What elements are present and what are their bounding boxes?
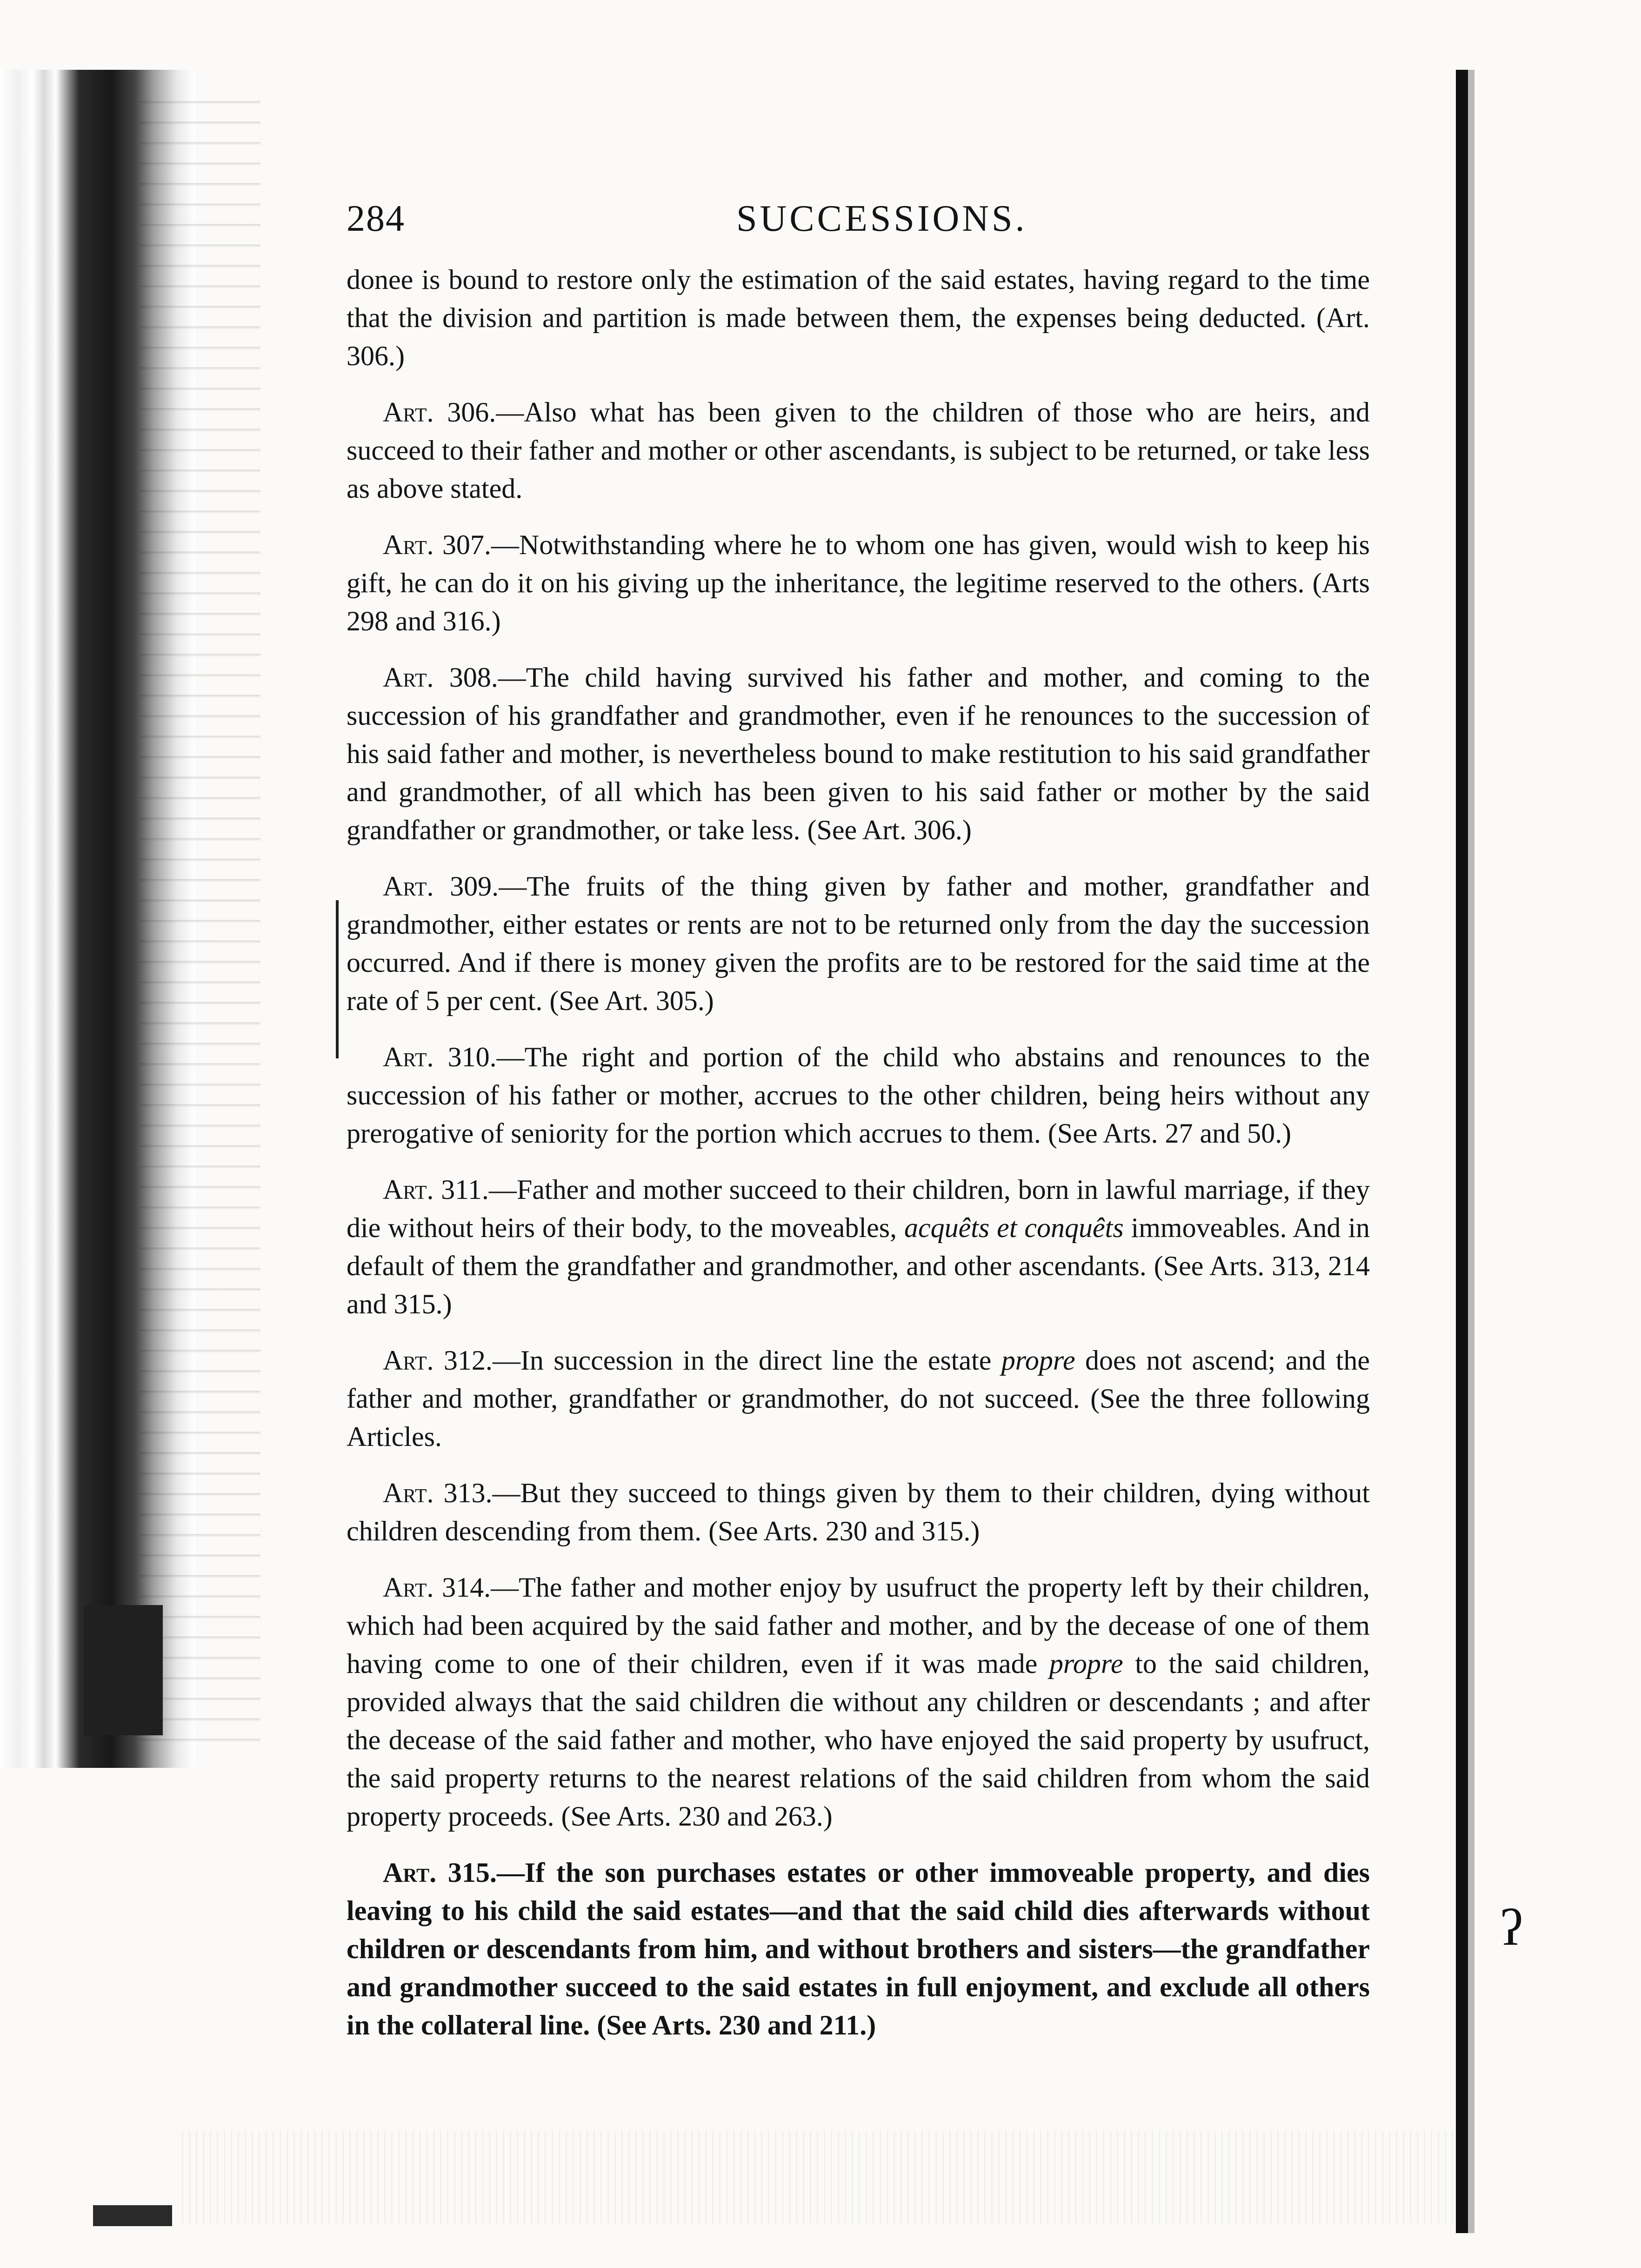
running-head <box>347 198 1398 249</box>
article-label: Art. 309. <box>383 871 499 902</box>
marginal-bracket <box>336 900 339 1058</box>
bottom-scan-noise <box>177 2131 1456 2224</box>
article-text-block <box>347 261 1370 2062</box>
article-text: —Notwithstanding where he to whom one has given, would wish to keep his gift, he can do it on his giving up the inheritance, the legitime reserved to the others. (Arts 298 and 316.) <box>347 529 1370 636</box>
page-number: 284 <box>347 198 405 239</box>
article-label: Art. 312. <box>383 1345 493 1376</box>
article-italic: propre <box>1001 1345 1075 1376</box>
article-306 <box>347 393 1370 508</box>
stray-mark: ʔ <box>1500 1899 1523 1956</box>
article-308 <box>347 658 1370 849</box>
article-label: Art. 308. <box>383 662 498 693</box>
article-text: —The right and portion of the child who abstains and renounces to the succession of his father or mother, accrues to the other children, being heirs without any prerogative of seniority for the portion which accrues to them. (See Arts. 27 and 50.) <box>347 1042 1370 1149</box>
paragraph-continuation <box>347 261 1370 375</box>
running-title: SUCCESSIONS. <box>736 198 1027 239</box>
article-314 <box>347 1568 1370 1835</box>
article-text: immoveables. And in default of them the grandfather and grandmother, and other ascendants. (See Arts. 313, 214 and 315.) <box>347 1212 1370 1319</box>
right-edge-rule <box>1456 70 1468 2233</box>
binding-dark-patch <box>84 1605 163 1735</box>
bottom-left-mark <box>93 2205 172 2226</box>
article-text: —If the son purchases estates or other immoveable property, and dies leaving to his child the said estates—and that the said child dies afterwards without children or descendants from him, and without brothers and sisters—the grandfather and grandmother succeed to the said estates in full enjoyment, and exclude all others in the collateral line. (See Arts. 230 and 211.) <box>347 1857 1370 2041</box>
article-312 <box>347 1341 1370 1456</box>
article-text: —But they succeed to things given by them to their children, dying without children descending from them. (See Arts. 230 and 315.) <box>347 1478 1370 1546</box>
article-311 <box>347 1171 1370 1323</box>
article-text: —In succession in the direct line the estate <box>492 1345 1001 1376</box>
article-310 <box>347 1038 1370 1152</box>
article-label: Art. 314. <box>383 1572 491 1603</box>
article-italic: acquêts et conquêts <box>904 1212 1124 1243</box>
article-text: —Also what has been given to the children of those who are heirs, and succeed to their father and mother or other ascendants, is subject to be returned, or take less as above stated. <box>347 397 1370 504</box>
article-text: does not ascend; and the father and mother, grandfather or grandmother, do not succeed. (See the three following Articles. <box>347 1345 1370 1452</box>
article-label: Art. 313. <box>383 1478 493 1508</box>
binding-speckle <box>140 84 260 1759</box>
article-label: Art. 315. <box>383 1857 497 1888</box>
article-italic: propre <box>1049 1648 1123 1679</box>
article-315 <box>347 1853 1370 2044</box>
right-edge-shadow <box>1468 70 1474 2233</box>
article-text: to the said children, provided always that the said children die without any children or descendants ; and after the decease of the said father and mother, who have enjoyed the said property by usufruct, the said property returns to the nearest relations of the said children from whom the said property proceeds. (See Arts. 230 and 263.) <box>347 1648 1370 1832</box>
article-label: Art. 310. <box>383 1042 497 1072</box>
article-label: Art. 311. <box>383 1174 489 1205</box>
article-307 <box>347 526 1370 640</box>
article-label: Art. 306. <box>383 397 496 428</box>
article-text: —The father and mother enjoy by usufruct the property left by their children, which had been acquired by the said father and mother, and by the decease of one of them having come to one of their children, even if it was made <box>347 1572 1370 1679</box>
paragraph-text: donee is bound to restore only the estimation of the said estates, having regard to the time that the division and partition is made between them, the expenses being deducted. (Art. 306.) <box>347 264 1370 371</box>
article-text: —Father and mother succeed to their children, born in lawful marriage, if they die without heirs of their body, to the moveables, <box>347 1174 1370 1243</box>
article-309 <box>347 867 1370 1020</box>
article-313 <box>347 1474 1370 1550</box>
article-text: —The fruits of the thing given by father and mother, grandfather and grandmother, either estates or rents are not to be returned only from the day the succession occurred. And if there is money given the profits are to be restored for the said time at the rate of 5 per cent. (See Art. 305.) <box>347 871 1370 1016</box>
article-text: —The child having survived his father and mother, and coming to the succession of his grandfather and grandmother, even if he renounces to the succession of his said father and mother, is nevertheless bound to make restitution to his said grandfather and grandmother, of all which has been given to his said father or mother by the said grandfather or grandmother, or take less. (See Art. 306.) <box>347 662 1370 845</box>
article-label: Art. 307. <box>383 529 491 560</box>
